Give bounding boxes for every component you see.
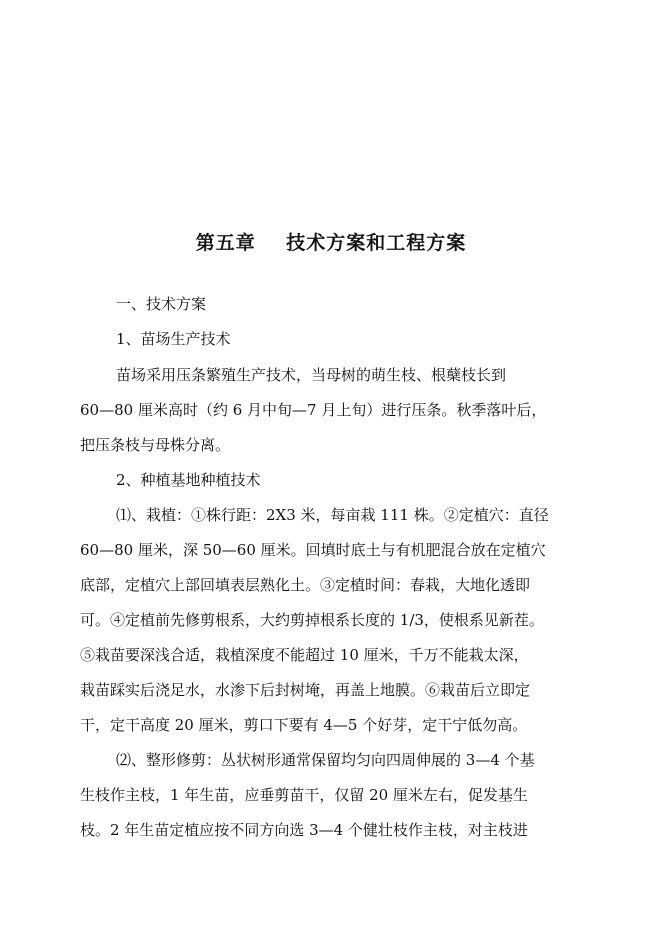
paragraph-line: 把压条枝与母株分离。 [80, 436, 231, 454]
subsection-heading: 1、苗场生产技术 [116, 330, 231, 348]
paragraph-line: 枝。2 年生苗定植应按不同方向选 3—4 个健壮枝作主枝，对主枝进 [80, 821, 528, 839]
paragraph-line: 60—80 厘米，深 50—60 厘米。回填时底土与有机肥混合放在定植穴 [80, 541, 546, 559]
paragraph-line: ⑴、栽植：①株行距：2X3 米，每亩栽 111 株。②定植穴：直径 [116, 506, 549, 524]
paragraph-line: 干，定干高度 20 厘米，剪口下要有 4—5 个好芽，定干宁低勿高。 [80, 716, 528, 734]
chapter-title: 第五章 技术方案和工程方案 [195, 232, 467, 254]
paragraph-line: 可。④定植前先修剪根系，大约剪掉根系长度的 1/3，使根系见新茬。 [80, 611, 544, 629]
paragraph-line: 栽苗踩实后浇足水，水渗下后封树埯，再盖上地膜。⑥栽苗后立即定 [80, 681, 531, 699]
paragraph-line: ⑤栽苗要深浅合适，栽植深度不能超过 10 厘米，千万不能栽太深， [80, 646, 529, 664]
paragraph-line: 底部，定植穴上部回填表层熟化土。③定植时间：春栽，大地化透即 [80, 576, 531, 594]
paragraph-line: 60—80 厘米高时（约 6 月中旬—7 月上旬）进行压条。秋季落叶后， [80, 401, 547, 419]
section-heading: 一、技术方案 [116, 295, 207, 313]
paragraph-line: ⑵、整形修剪：丛状树形通常保留均匀向四周伸展的 3—4 个基 [116, 751, 535, 769]
paragraph-line: 苗场采用压条繁殖生产技术，当母树的萌生枝、根蘖枝长到 [116, 366, 507, 384]
paragraph-line: 生枝作主枝，1 年生苗，应垂剪苗干，仅留 20 厘米左右，促发基生 [80, 786, 528, 804]
subsection-heading: 2、种植基地种植技术 [116, 471, 261, 489]
